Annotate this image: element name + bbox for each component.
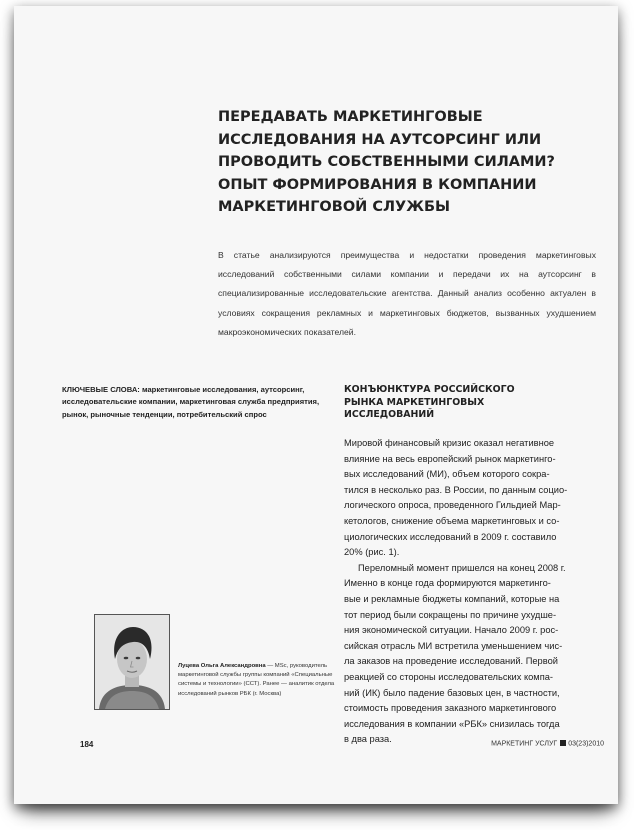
body-line: Переломный момент пришелся на конец 2008 г. (358, 562, 566, 573)
title-line: ПЕРЕДАВАТЬ МАРКЕТИНГОВЫЕ (218, 109, 483, 125)
journal-footer (454, 740, 604, 748)
square-separator-icon (560, 740, 566, 746)
section-heading-line: ИССЛЕДОВАНИЙ (344, 409, 435, 421)
body-line: ния экономической ситуации. Начало 2009 г. рос- (344, 625, 559, 636)
magazine-page (14, 6, 618, 804)
body-line: вых исследований (МИ), объем которого сокра- (344, 469, 550, 480)
author-info (178, 662, 338, 699)
body-line: влияние на весь европейский рынок маркетинго- (344, 453, 556, 464)
section-heading-line: РЫНКА МАРКЕТИНГОВЫХ (344, 396, 485, 408)
body-line: ла заказов на проведение исследований. Первой (344, 656, 558, 667)
body-line: 20% (рис. 1). (344, 547, 400, 558)
body-line: сийская отрасль МИ встретила уменьшением чис- (344, 640, 563, 651)
body-line: кетологов, снижение объема маркетинговых и со- (344, 515, 560, 526)
body-line: стоимость проведения заказного маркетингового (344, 703, 557, 714)
title-line: МАРКЕТИНГОВОЙ СЛУЖБЫ (218, 199, 451, 215)
article-title (218, 106, 598, 219)
article-lead: В статье анализируются преимущества и недостатки проведения маркетинговых исследований собственными силами компании и передачи их на аутсорсинг в специализированные исследовательские агентства. Данный анализ особенно актуален в условиях сокращения рекламных и маркетинговых бюджетов, вызванных ухудшением макроэкономических показателей. (218, 250, 596, 337)
title-line: ИССЛЕДОВАНИЯ НА АУТСОРСИНГ ИЛИ (218, 131, 542, 148)
section-heading-line: КОНЪЮНКТУРА РОССИЙСКОГО (344, 384, 515, 395)
body-line: логического опроса, проведенного Гильдией Мар- (344, 500, 561, 511)
article-body (344, 436, 600, 748)
body-line: тился в несколько раз. В России, по данным социо- (344, 484, 568, 495)
keywords: КЛЮЧЕВЫЕ СЛОВА: маркетинговые исследования, аутсорсинг, исследовательские компании, маркетинговая служба предприятия, рынок, рыночные тенденции, потребительский спрос (62, 385, 320, 419)
journal-issue: 03(23)2010 (568, 740, 604, 748)
author-bio: — MSc, руководитель маркетинговой службы группы компаний «Специальные системы и технологии» (ССТ). Ранее — аналитик отдела исследований рынков РБК (г. Москва) (178, 663, 335, 697)
body-line: циологических исследований в 2009 г. составило (344, 531, 557, 542)
title-line: ПРОВОДИТЬ СОБСТВЕННЫМИ СИЛАМИ? (218, 154, 555, 170)
author-portrait (95, 615, 169, 709)
body-line: реакцией со стороны исследовательских компа- (344, 671, 553, 682)
section-heading (344, 384, 594, 422)
body-line: тот период были сокращены по причине ухудше- (344, 609, 557, 620)
body-line: Именно в конце года формируются маркетинго- (344, 578, 551, 589)
body-line: Мировой финансовый кризис оказал негативное (344, 438, 555, 448)
body-line: вые и рекламные бюджеты компаний, которые на (344, 593, 560, 604)
author-photo (94, 614, 170, 710)
page-number: 184 (80, 740, 94, 749)
journal-name: МАРКЕТИНГ УСЛУГ (491, 740, 558, 748)
body-line: исследования в компании «РБК» снизилась тогда (344, 718, 560, 729)
title-line: ОПЫТ ФОРМИРОВАНИЯ В КОМПАНИИ (218, 176, 537, 193)
body-line: в два раза. (344, 734, 392, 745)
author-name: Луцева Ольга Александровна (178, 663, 266, 669)
body-line: ний (ИК) было падение базовых цен, в частности, (344, 687, 560, 698)
